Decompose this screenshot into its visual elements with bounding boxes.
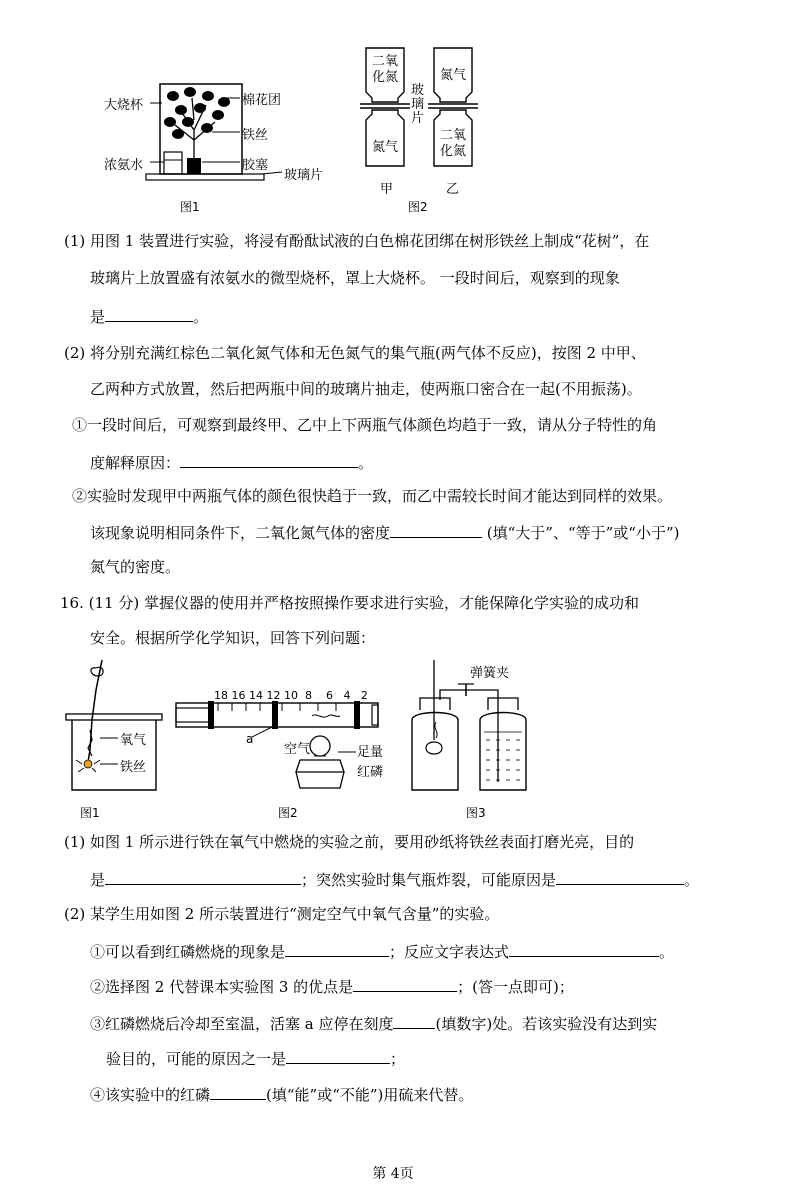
answer-blank[interactable] [105, 868, 301, 885]
top-fig1-caption: 图1 [180, 200, 200, 214]
page-number: 第 4页 [372, 1166, 414, 1182]
q16-fig1-oxygen-label: 氧气 [120, 733, 147, 748]
q16-fig1-iron-label: 铁丝 [120, 760, 147, 775]
text: (填“大于”、“等于”或“小于”) [482, 524, 680, 542]
label-cotton: 棉花团 [242, 93, 282, 108]
text: ；反应文字表达式 [389, 943, 510, 961]
q15-p2-line2: 乙两种方式放置，然后把两瓶中间的玻璃片抽走，使两瓶口密合在一起(不用振荡)。 [90, 380, 642, 398]
q16-fig2-air-label: 空气 [284, 742, 311, 757]
q16-fig2-phosphorus-label: 红磷 [357, 765, 384, 780]
text: 是 [90, 308, 106, 326]
answer-blank[interactable] [556, 868, 684, 885]
text: ①可以看到红磷燃烧的现象是 [90, 943, 286, 961]
jar-yi-bottom-gas: 二氧 化氮 [440, 128, 467, 159]
text: (填“能”或“不能”)用硫来代替。 [266, 1086, 474, 1104]
q16-fig2-piston-label: a [246, 732, 254, 746]
text: 。 [358, 454, 374, 472]
q15-s2-line3: 氮气的密度。 [90, 558, 181, 576]
q16-p2-line1: (2) 某学生用如图 2 所示装置进行“测定空气中氧气含量”的实验。 [64, 905, 500, 923]
q16-fig2-scale: 18 16 14 12 10 8 6 4 2 [214, 689, 368, 702]
text: 验目的，可能的原因之一是 [106, 1050, 287, 1068]
label-jia: 甲 [380, 182, 394, 197]
text: ；(答一点即可)； [457, 978, 574, 996]
answer-blank[interactable] [286, 1047, 390, 1064]
q16-fig3-caption: 图3 [466, 806, 486, 820]
q15-s2-line1: ②实验时发现甲中两瓶气体的颜色很快趋于一致，而乙中需较长时间才能达到同样的效果。 [72, 487, 673, 505]
label-ammonia: 浓氨水 [104, 158, 144, 173]
q16-p1-line2 [90, 868, 699, 890]
label-glass-plate: 玻璃片 [284, 168, 324, 183]
text: ；突然实验时集气瓶炸裂，可能原因是 [301, 871, 557, 889]
q16-s1 [90, 940, 674, 962]
q16-fig3-clamp-label: 弹簧夹 [470, 666, 510, 681]
text: 。 [193, 308, 209, 326]
label-stopper: 胶塞 [242, 158, 269, 173]
q16-p1-line1: (1) 如图 1 所示进行铁在氧气中燃烧的实验之前，要用砂纸将铁丝表面打磨光亮，目的 [64, 833, 635, 851]
answer-blank[interactable] [393, 1012, 435, 1029]
q15-p1-line1: (1) 用图 1 装置进行实验，将浸有酚酞试液的白色棉花团绑在树形铁丝上制成“花树”，在 [64, 232, 650, 250]
answer-blank[interactable] [285, 940, 389, 957]
glass-plate-label: 玻 璃 片 [411, 83, 425, 126]
q16-fig1-caption: 图1 [80, 806, 100, 820]
text: 该现象说明相同条件下，二氧化氮气体的密度 [90, 524, 391, 542]
answer-blank[interactable] [509, 940, 659, 957]
answer-blank[interactable] [210, 1083, 266, 1100]
text: 。 [659, 943, 675, 961]
jar-jia-bottom-gas: 氮气 [372, 140, 399, 155]
q15-s1-line1: ①一段时间后，可观察到最终甲、乙中上下两瓶气体颜色均趋于一致，请从分子特性的角 [72, 416, 658, 434]
text: 度解释原因： [90, 454, 181, 472]
label-big-beaker: 大烧杯 [104, 98, 144, 113]
q16-s4 [90, 1083, 473, 1105]
q16-s2 [90, 975, 574, 997]
jar-jia-top-gas: 二氧 化氮 [372, 54, 399, 85]
q16-s3-line2 [106, 1047, 405, 1069]
q16-header-line1: 16. (11 分) 掌握仪器的使用并严格按照操作要求进行实验，才能保障化学实验的成功和 [60, 594, 639, 612]
text: 。 [684, 871, 700, 889]
text: ②选择图 2 代替课本实验图 3 的优点是 [90, 978, 354, 996]
text: ； [390, 1050, 406, 1068]
q15-p1-line2: 玻璃片上放置盛有浓氨水的微型烧杯，罩上大烧杯。 一段时间后，观察到的现象 [90, 269, 620, 287]
text: ④该实验中的红磷 [90, 1086, 211, 1104]
label-yi: 乙 [446, 182, 460, 197]
q16-header-line2: 安全。根据所学化学知识，回答下列问题： [90, 629, 376, 647]
q16-fig2-caption: 图2 [278, 806, 298, 820]
q16-fig2-sufficient-label: 足量 [357, 745, 384, 760]
q16-s3-line1 [90, 1012, 657, 1034]
text: ③红磷燃烧后冷却至室温，活塞 a 应停在刻度 [90, 1015, 394, 1033]
jar-yi-top-gas: 氮气 [440, 68, 467, 83]
text: 是 [90, 871, 106, 889]
text: (填数字)处。若该实验没有达到实 [435, 1015, 658, 1033]
top-fig2-caption: 图2 [408, 200, 428, 214]
label-iron-wire: 铁丝 [242, 128, 269, 143]
q15-p2-line1: (2) 将分别充满红棕色二氧化氮气体和无色氮气的集气瓶(两气体不反应)，按图 2 中甲、 [64, 344, 646, 362]
answer-blank[interactable] [353, 975, 457, 992]
